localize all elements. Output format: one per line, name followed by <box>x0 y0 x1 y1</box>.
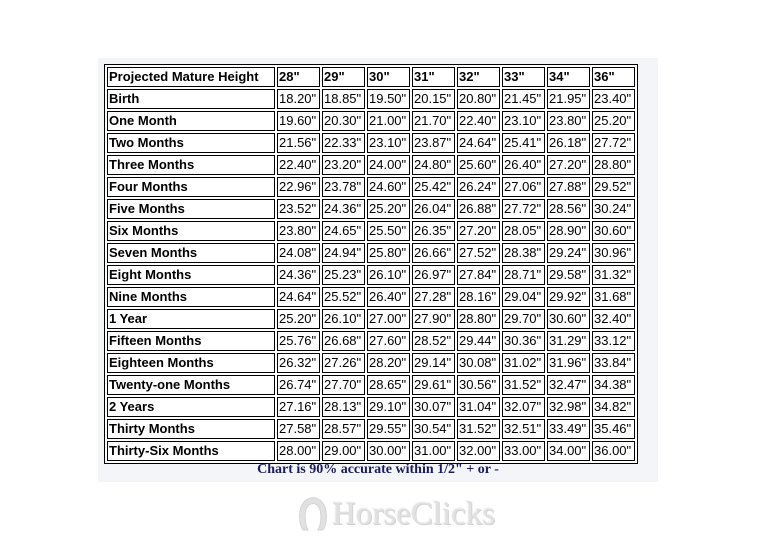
height-value-cell: 27.58" <box>277 419 320 439</box>
height-value-cell: 25.60" <box>457 155 500 175</box>
height-value-cell: 28.65" <box>367 375 410 395</box>
row-label: One Month <box>107 111 275 131</box>
height-value-cell: 22.40" <box>457 111 500 131</box>
row-label: Five Months <box>107 199 275 219</box>
height-value-cell: 30.96" <box>592 243 635 263</box>
table-header-row <box>107 67 635 87</box>
height-value-cell: 22.33" <box>322 133 365 153</box>
height-value-cell: 29.55" <box>367 419 410 439</box>
height-value-cell: 25.76" <box>277 331 320 351</box>
column-header: 28" <box>277 67 320 87</box>
height-value-cell: 31.29" <box>547 331 590 351</box>
row-label: Three Months <box>107 155 275 175</box>
height-value-cell: 28.00" <box>277 441 320 461</box>
height-value-cell: 27.60" <box>367 331 410 351</box>
height-value-cell: 32.98" <box>547 397 590 417</box>
row-label: Two Months <box>107 133 275 153</box>
height-chart-table <box>104 64 638 464</box>
column-header: 34" <box>547 67 590 87</box>
height-value-cell: 30.60" <box>592 221 635 241</box>
height-value-cell: 21.56" <box>277 133 320 153</box>
row-label: 2 Years <box>107 397 275 417</box>
row-label: Eighteen Months <box>107 353 275 373</box>
height-value-cell: 25.20" <box>277 309 320 329</box>
height-value-cell: 30.08" <box>457 353 500 373</box>
height-value-cell: 29.92" <box>547 287 590 307</box>
height-value-cell: 26.66" <box>412 243 455 263</box>
row-label: Nine Months <box>107 287 275 307</box>
table-row <box>107 265 635 285</box>
height-value-cell: 20.15" <box>412 89 455 109</box>
table-row <box>107 177 635 197</box>
column-header: 32" <box>457 67 500 87</box>
height-value-cell: 26.10" <box>367 265 410 285</box>
height-value-cell: 26.35" <box>412 221 455 241</box>
height-value-cell: 27.72" <box>592 133 635 153</box>
height-value-cell: 23.80" <box>547 111 590 131</box>
row-label: Twenty-one Months <box>107 375 275 395</box>
height-value-cell: 26.40" <box>367 287 410 307</box>
row-label: Seven Months <box>107 243 275 263</box>
height-value-cell: 18.85" <box>322 89 365 109</box>
height-value-cell: 18.20" <box>277 89 320 109</box>
height-value-cell: 26.74" <box>277 375 320 395</box>
height-value-cell: 24.94" <box>322 243 365 263</box>
height-value-cell: 28.38" <box>502 243 545 263</box>
height-value-cell: 36.00" <box>592 441 635 461</box>
table-body <box>107 89 635 461</box>
height-value-cell: 27.84" <box>457 265 500 285</box>
row-label: 1 Year <box>107 309 275 329</box>
height-value-cell: 21.45" <box>502 89 545 109</box>
row-label: Birth <box>107 89 275 109</box>
table-row <box>107 155 635 175</box>
row-label: Thirty Months <box>107 419 275 439</box>
table-row <box>107 133 635 153</box>
height-value-cell: 26.32" <box>277 353 320 373</box>
height-value-cell: 19.60" <box>277 111 320 131</box>
height-value-cell: 28.71" <box>502 265 545 285</box>
height-value-cell: 23.40" <box>592 89 635 109</box>
height-value-cell: 25.52" <box>322 287 365 307</box>
height-value-cell: 24.08" <box>277 243 320 263</box>
column-header: 29" <box>322 67 365 87</box>
height-value-cell: 27.88" <box>547 177 590 197</box>
height-value-cell: 24.00" <box>367 155 410 175</box>
height-value-cell: 25.20" <box>592 111 635 131</box>
height-value-cell: 29.10" <box>367 397 410 417</box>
height-value-cell: 27.06" <box>502 177 545 197</box>
height-value-cell: 26.24" <box>457 177 500 197</box>
height-value-cell: 27.00" <box>367 309 410 329</box>
height-value-cell: 26.68" <box>322 331 365 351</box>
table-row <box>107 331 635 351</box>
height-value-cell: 24.64" <box>457 133 500 153</box>
height-value-cell: 20.30" <box>322 111 365 131</box>
height-value-cell: 23.20" <box>322 155 365 175</box>
height-value-cell: 32.40" <box>592 309 635 329</box>
row-label: Fifteen Months <box>107 331 275 351</box>
height-value-cell: 21.95" <box>547 89 590 109</box>
height-value-cell: 23.10" <box>502 111 545 131</box>
height-value-cell: 31.32" <box>592 265 635 285</box>
height-value-cell: 23.80" <box>277 221 320 241</box>
height-value-cell: 29.14" <box>412 353 455 373</box>
height-value-cell: 27.20" <box>457 221 500 241</box>
height-value-cell: 25.42" <box>412 177 455 197</box>
table-row <box>107 353 635 373</box>
column-header: 33" <box>502 67 545 87</box>
height-value-cell: 30.00" <box>367 441 410 461</box>
height-value-cell: 33.49" <box>547 419 590 439</box>
height-value-cell: 28.56" <box>547 199 590 219</box>
height-value-cell: 31.96" <box>547 353 590 373</box>
height-value-cell: 27.26" <box>322 353 365 373</box>
height-value-cell: 31.02" <box>502 353 545 373</box>
table-row <box>107 287 635 307</box>
height-value-cell: 31.68" <box>592 287 635 307</box>
height-value-cell: 25.20" <box>367 199 410 219</box>
height-value-cell: 27.16" <box>277 397 320 417</box>
height-value-cell: 21.00" <box>367 111 410 131</box>
table-row <box>107 89 635 109</box>
height-value-cell: 33.00" <box>502 441 545 461</box>
height-value-cell: 27.90" <box>412 309 455 329</box>
height-value-cell: 30.60" <box>547 309 590 329</box>
height-value-cell: 32.07" <box>502 397 545 417</box>
height-value-cell: 29.04" <box>502 287 545 307</box>
height-value-cell: 27.70" <box>322 375 365 395</box>
height-value-cell: 35.46" <box>592 419 635 439</box>
watermark-text: HorseClicks <box>332 495 496 532</box>
height-value-cell: 30.36" <box>502 331 545 351</box>
height-value-cell: 32.51" <box>502 419 545 439</box>
table-row <box>107 419 635 439</box>
height-value-cell: 23.52" <box>277 199 320 219</box>
row-label: Four Months <box>107 177 275 197</box>
height-value-cell: 28.13" <box>322 397 365 417</box>
accuracy-note: Chart is 90% accurate within 1/2" + or - <box>257 462 499 477</box>
height-value-cell: 27.72" <box>502 199 545 219</box>
height-value-cell: 31.52" <box>457 419 500 439</box>
height-value-cell: 28.05" <box>502 221 545 241</box>
height-value-cell: 25.23" <box>322 265 365 285</box>
height-value-cell: 23.87" <box>412 133 455 153</box>
height-value-cell: 22.96" <box>277 177 320 197</box>
table-row <box>107 243 635 263</box>
height-value-cell: 26.97" <box>412 265 455 285</box>
height-value-cell: 28.52" <box>412 331 455 351</box>
height-value-cell: 30.24" <box>592 199 635 219</box>
height-value-cell: 26.04" <box>412 199 455 219</box>
height-value-cell: 32.00" <box>457 441 500 461</box>
table-row <box>107 111 635 131</box>
height-value-cell: 29.00" <box>322 441 365 461</box>
table-row <box>107 397 635 417</box>
height-value-cell: 19.50" <box>367 89 410 109</box>
height-value-cell: 29.44" <box>457 331 500 351</box>
height-value-cell: 26.88" <box>457 199 500 219</box>
height-value-cell: 34.38" <box>592 375 635 395</box>
table-row <box>107 309 635 329</box>
table-row <box>107 441 635 461</box>
height-value-cell: 23.78" <box>322 177 365 197</box>
height-value-cell: 29.52" <box>592 177 635 197</box>
height-value-cell: 25.50" <box>367 221 410 241</box>
height-value-cell: 31.04" <box>457 397 500 417</box>
height-value-cell: 30.07" <box>412 397 455 417</box>
height-value-cell: 24.64" <box>277 287 320 307</box>
row-label: Eight Months <box>107 265 275 285</box>
height-value-cell: 27.28" <box>412 287 455 307</box>
height-value-cell: 22.40" <box>277 155 320 175</box>
height-value-cell: 31.00" <box>412 441 455 461</box>
height-value-cell: 24.65" <box>322 221 365 241</box>
height-value-cell: 29.61" <box>412 375 455 395</box>
height-value-cell: 24.60" <box>367 177 410 197</box>
height-value-cell: 33.12" <box>592 331 635 351</box>
height-value-cell: 24.80" <box>412 155 455 175</box>
height-value-cell: 32.47" <box>547 375 590 395</box>
height-value-cell: 28.90" <box>547 221 590 241</box>
column-header: 30" <box>367 67 410 87</box>
table-row <box>107 199 635 219</box>
height-value-cell: 33.84" <box>592 353 635 373</box>
height-value-cell: 28.80" <box>592 155 635 175</box>
column-header: 36" <box>592 67 635 87</box>
height-value-cell: 28.16" <box>457 287 500 307</box>
height-value-cell: 24.36" <box>322 199 365 219</box>
column-header: 31" <box>412 67 455 87</box>
height-value-cell: 28.57" <box>322 419 365 439</box>
height-value-cell: 25.41" <box>502 133 545 153</box>
height-value-cell: 29.58" <box>547 265 590 285</box>
height-value-cell: 27.20" <box>547 155 590 175</box>
height-value-cell: 30.54" <box>412 419 455 439</box>
height-value-cell: 26.40" <box>502 155 545 175</box>
height-value-cell: 26.10" <box>322 309 365 329</box>
height-value-cell: 31.52" <box>502 375 545 395</box>
height-value-cell: 26.18" <box>547 133 590 153</box>
table-row <box>107 221 635 241</box>
height-value-cell: 23.10" <box>367 133 410 153</box>
height-value-cell: 25.80" <box>367 243 410 263</box>
height-value-cell: 21.70" <box>412 111 455 131</box>
height-value-cell: 27.52" <box>457 243 500 263</box>
height-value-cell: 30.56" <box>457 375 500 395</box>
height-value-cell: 28.20" <box>367 353 410 373</box>
row-label: Six Months <box>107 221 275 241</box>
height-value-cell: 28.80" <box>457 309 500 329</box>
horseshoe-icon <box>296 496 330 532</box>
table-row <box>107 375 635 395</box>
height-value-cell: 24.36" <box>277 265 320 285</box>
height-value-cell: 34.00" <box>547 441 590 461</box>
row-label: Thirty-Six Months <box>107 441 275 461</box>
height-value-cell: 34.82" <box>592 397 635 417</box>
height-value-cell: 29.24" <box>547 243 590 263</box>
horseclicks-watermark <box>296 494 495 534</box>
height-value-cell: 29.70" <box>502 309 545 329</box>
height-value-cell: 20.80" <box>457 89 500 109</box>
header-label: Projected Mature Height <box>107 67 275 87</box>
